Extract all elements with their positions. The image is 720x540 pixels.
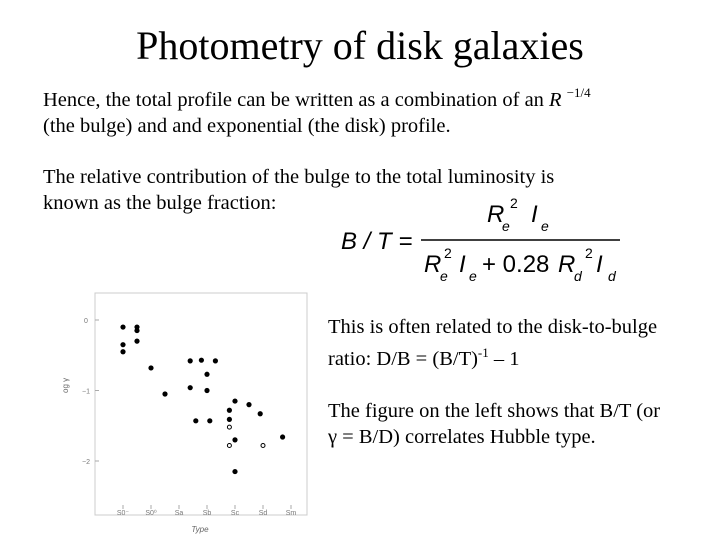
x-tick-label: Sc — [230, 510, 240, 517]
eq-lhs: B / T = — [341, 228, 413, 255]
filled-data-point — [188, 358, 193, 363]
den-i-e: I — [459, 251, 466, 278]
disk-bulge-paragraph — [328, 314, 657, 372]
den-i-d: I — [596, 251, 603, 278]
inverse-exponent: -1 — [477, 345, 489, 360]
y-axis — [82, 318, 99, 466]
filled-data-point — [280, 434, 285, 439]
filled-data-point — [199, 358, 204, 363]
y-tick-label: 0 — [84, 318, 88, 325]
open-data-point — [261, 443, 265, 447]
bulge-fraction-equation — [341, 195, 620, 284]
filled-data-point — [232, 469, 237, 474]
filled-data-point — [120, 324, 125, 329]
filled-data-point — [204, 372, 209, 377]
chart-frame — [95, 293, 307, 515]
data-points — [120, 324, 285, 474]
disk-bulge-line-1: This is often related to the disk-to-bulge — [328, 316, 658, 338]
den-sub-d-2: d — [608, 268, 616, 284]
x-tick-label: Sd — [258, 510, 268, 517]
filled-data-point — [148, 365, 153, 370]
filled-data-point — [227, 417, 232, 422]
x-tick-label: S0⁻ — [116, 510, 130, 517]
den-plus-coef: + 0.28 — [482, 251, 550, 278]
filled-data-point — [120, 342, 125, 347]
num-sup-2: 2 — [510, 195, 518, 211]
filled-data-point — [232, 437, 237, 442]
den-r-e: R — [424, 251, 442, 278]
filled-data-point — [120, 349, 125, 354]
x-tick-label: Sa — [174, 510, 184, 517]
filled-data-point — [258, 411, 263, 416]
y-axis-label: og γ — [61, 377, 70, 393]
x-tick-label: Sb — [202, 510, 212, 517]
figure-note-line-1: The figure on the left shows that B/T (or — [328, 400, 661, 422]
num-r: R — [487, 201, 505, 228]
filled-data-point — [227, 408, 232, 413]
y-tick-label: −1 — [82, 388, 90, 396]
den-sub-e-2: e — [469, 268, 477, 284]
filled-data-point — [188, 385, 193, 390]
open-data-point — [227, 425, 231, 429]
den-sup-2a: 2 — [444, 245, 452, 261]
r-symbol: R — [549, 89, 562, 111]
intro-line-2: (the bulge) and and exponential (the disk) profile. — [43, 115, 451, 137]
num-i: I — [531, 201, 538, 228]
figure-note-line-2: γ = B/D) correlates Hubble type. — [328, 426, 596, 448]
r-exponent: −1/4 — [566, 85, 591, 100]
x-axis-label: Type — [191, 525, 209, 534]
y-tick-label: −2 — [82, 459, 90, 466]
filled-data-point — [204, 388, 209, 393]
den-sup-2b: 2 — [585, 245, 593, 261]
x-tick-label: Sm — [285, 510, 297, 517]
filled-data-point — [246, 402, 251, 407]
den-sub-e: e — [440, 268, 448, 284]
filled-data-point — [213, 358, 218, 363]
filled-data-point — [193, 418, 198, 423]
x-tick-label: S0⁰ — [145, 510, 157, 517]
filled-data-point — [134, 339, 139, 344]
filled-data-point — [207, 418, 212, 423]
slide-title: Photometry of disk galaxies — [136, 23, 584, 68]
open-data-point — [227, 443, 231, 447]
figure-note-paragraph — [328, 398, 660, 450]
num-sub-e-2: e — [541, 218, 549, 234]
filled-data-point — [232, 398, 237, 403]
disk-bulge-line-2: ratio: $D/B = (B/T)^{-1} - 1$ — [328, 345, 520, 370]
filled-data-point — [162, 391, 167, 396]
bulge-line-1: The relative contribution of the bulge to the total luminosity is — [43, 166, 555, 188]
den-r-d: R — [558, 251, 576, 278]
hubble-type-chart — [61, 293, 307, 534]
bulge-line-2: known as the bulge fraction: — [43, 192, 277, 214]
intro-line-1: Hence, the total profile can be written as a combination of an R $^{-1/4}$ — [43, 85, 591, 111]
num-sub-e: e — [502, 218, 510, 234]
den-sub-d: d — [574, 268, 582, 284]
filled-data-point — [134, 328, 139, 333]
